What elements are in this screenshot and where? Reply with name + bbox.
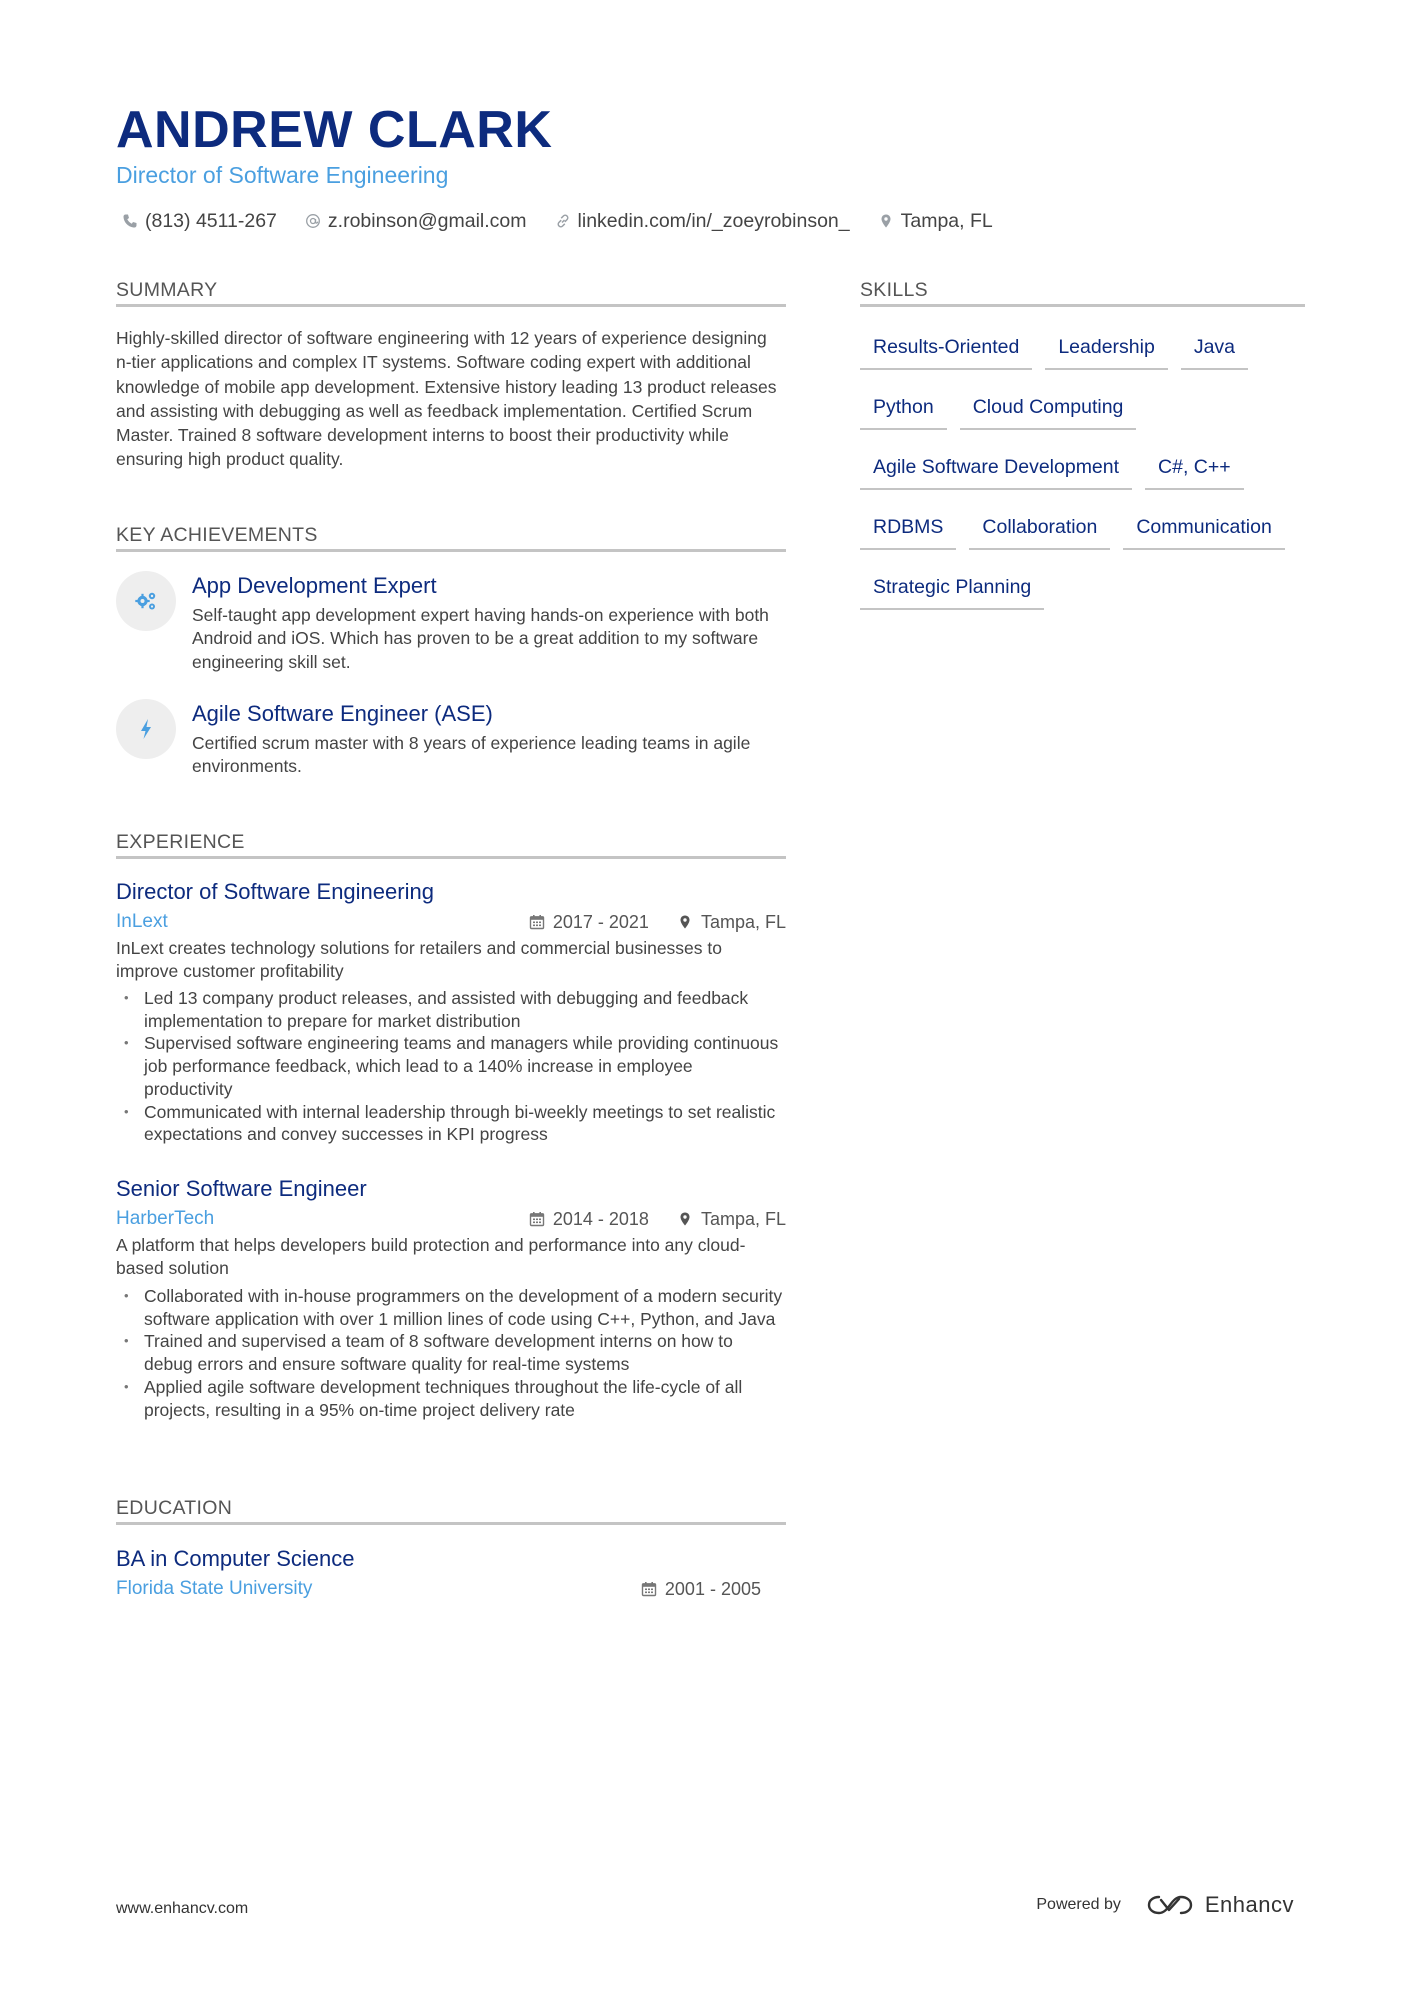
- experience-divider: [116, 856, 786, 859]
- job-bullets: [116, 1285, 786, 1421]
- job-meta: [529, 909, 786, 935]
- job-bullet: • Supervised software engineering teams and managers while providing continuous job performance feedback, which lead to a 140% increase in employee productivity: [116, 1032, 786, 1100]
- job-bullet: • Trained and supervised a team of 8 software development interns on how to debug errors and ensure software quality for real-time systems: [116, 1330, 786, 1375]
- contact-email: [305, 208, 527, 234]
- job-title: Senior Software Engineer: [116, 1176, 367, 1201]
- job-location: [677, 909, 786, 935]
- job-location: [677, 1206, 786, 1232]
- achievements-divider: [116, 549, 786, 552]
- job-bullet: • Collaborated with in-house programmers on the development of a modern security software application with over 1 million lines of code using C++, Python, and Java: [116, 1285, 786, 1330]
- skills-list: [860, 330, 1305, 630]
- location-pin-icon: [677, 914, 693, 930]
- phone-text: (813) 4511-267: [145, 210, 277, 232]
- candidate-title: Director of Software Engineering: [116, 162, 449, 188]
- calendar-icon: [529, 914, 545, 930]
- location-pin-icon: [677, 1211, 693, 1227]
- skills-heading: SKILLS: [860, 279, 928, 301]
- achievement-item: [116, 699, 786, 784]
- skill-tag: C#, C++: [1145, 450, 1244, 490]
- at-icon: [305, 213, 321, 229]
- phone-icon: [122, 213, 138, 229]
- location-text: Tampa, FL: [900, 210, 993, 232]
- education-dates: [641, 1576, 761, 1602]
- job-bullet: • Led 13 company product releases, and assisted with debugging and feedback implementation to prepare for market distribution: [116, 987, 786, 1032]
- skill-tag: Python: [860, 390, 947, 430]
- job-title: Director of Software Engineering: [116, 879, 434, 904]
- calendar-icon: [641, 1581, 657, 1597]
- job-dates: [529, 909, 649, 935]
- enhancv-logo-text: Enhancv: [1204, 1892, 1294, 1917]
- achievement-title: Agile Software Engineer (ASE): [192, 701, 493, 726]
- link-icon: [555, 213, 571, 229]
- skill-tag: Agile Software Development: [860, 450, 1132, 490]
- education-school: Florida State University: [116, 1578, 313, 1599]
- enhancv-logo-icon: [1147, 1893, 1193, 1917]
- job-description: A platform that helps developers build protection and performance into any cloud-based solution: [116, 1235, 746, 1278]
- job-company: InLext: [116, 911, 168, 932]
- achievements-heading: KEY ACHIEVEMENTS: [116, 524, 318, 546]
- job-bullet: • Communicated with internal leadership through bi-weekly meetings to set realistic expectations and convey successes in KPI progress: [116, 1101, 786, 1146]
- skill-tag: RDBMS: [860, 510, 956, 550]
- job-bullets: [116, 987, 786, 1146]
- job-dates-text: 2017 - 2021: [552, 912, 649, 932]
- enhancv-logo[interactable]: [1147, 1890, 1294, 1920]
- contact-location: [878, 208, 993, 234]
- job-dates: [529, 1206, 649, 1232]
- skill-tag: Strategic Planning: [860, 570, 1044, 610]
- job-location-text: Tampa, FL: [700, 912, 786, 932]
- footer-website[interactable]: www.enhancv.com: [116, 1900, 249, 1917]
- email-text: z.robinson@gmail.com: [327, 210, 527, 232]
- gears-icon: [116, 571, 176, 631]
- skill-tag: Leadership: [1045, 330, 1168, 370]
- experience-heading: EXPERIENCE: [116, 831, 245, 853]
- skill-tag: Communication: [1123, 510, 1284, 550]
- location-pin-icon: [878, 213, 894, 229]
- contact-bar: [122, 208, 1021, 234]
- education-heading: EDUCATION: [116, 1497, 233, 1519]
- achievement-item: [116, 571, 786, 681]
- experience-entry: [116, 877, 786, 1152]
- footer-branding: [1036, 1890, 1294, 1920]
- job-location-text: Tampa, FL: [700, 1209, 786, 1229]
- skills-divider: [860, 304, 1305, 307]
- education-entry: [116, 1544, 761, 1608]
- skill-tag: Java: [1181, 330, 1248, 370]
- achievement-description: Certified scrum master with 8 years of experience leading teams in agile environments.: [192, 733, 751, 777]
- education-meta: [641, 1576, 761, 1602]
- contact-linkedin: [555, 208, 850, 234]
- linkedin-text: linkedin.com/in/_zoeyrobinson_: [577, 210, 850, 232]
- experience-entry: [116, 1174, 786, 1449]
- skill-tag: Results-Oriented: [860, 330, 1032, 370]
- lightning-icon: [116, 699, 176, 759]
- achievement-title: App Development Expert: [192, 573, 437, 598]
- job-dates-text: 2014 - 2018: [552, 1209, 649, 1229]
- education-dates-text: 2001 - 2005: [664, 1579, 761, 1599]
- candidate-name: ANDREW CLARK: [116, 101, 553, 159]
- summary-divider: [116, 304, 786, 307]
- job-bullet: • Applied agile software development techniques throughout the life-cycle of all projects, resulting in a 95% on-time project delivery rate: [116, 1376, 786, 1421]
- summary-text: Highly-skilled director of software engineering with 12 years of experience designing n-tier applications and complex IT systems. Software coding expert with additional knowledge of mobile app development. Extensive history leading 13 product releases and assisting with debugging as well as feedback implementation. Certified Scrum Master. Trained 8 software development interns to boost their productivity while ensuring high product quality.: [116, 328, 777, 470]
- job-description: InLext creates technology solutions for retailers and commercial businesses to improve customer profitability: [116, 938, 722, 981]
- skill-tag: Cloud Computing: [960, 390, 1137, 430]
- skill-tag: Collaboration: [969, 510, 1110, 550]
- education-divider: [116, 1522, 786, 1525]
- summary-heading: SUMMARY: [116, 279, 218, 301]
- calendar-icon: [529, 1211, 545, 1227]
- achievement-description: Self-taught app development expert having hands-on experience with both Android and iOS. Which has proven to be a great addition to my software engineering skill set.: [192, 605, 769, 672]
- job-meta: [529, 1206, 786, 1232]
- contact-phone: [122, 208, 277, 234]
- education-degree: BA in Computer Science: [116, 1546, 355, 1571]
- job-company: HarberTech: [116, 1208, 215, 1229]
- powered-by-label: Powered by: [1036, 1896, 1121, 1913]
